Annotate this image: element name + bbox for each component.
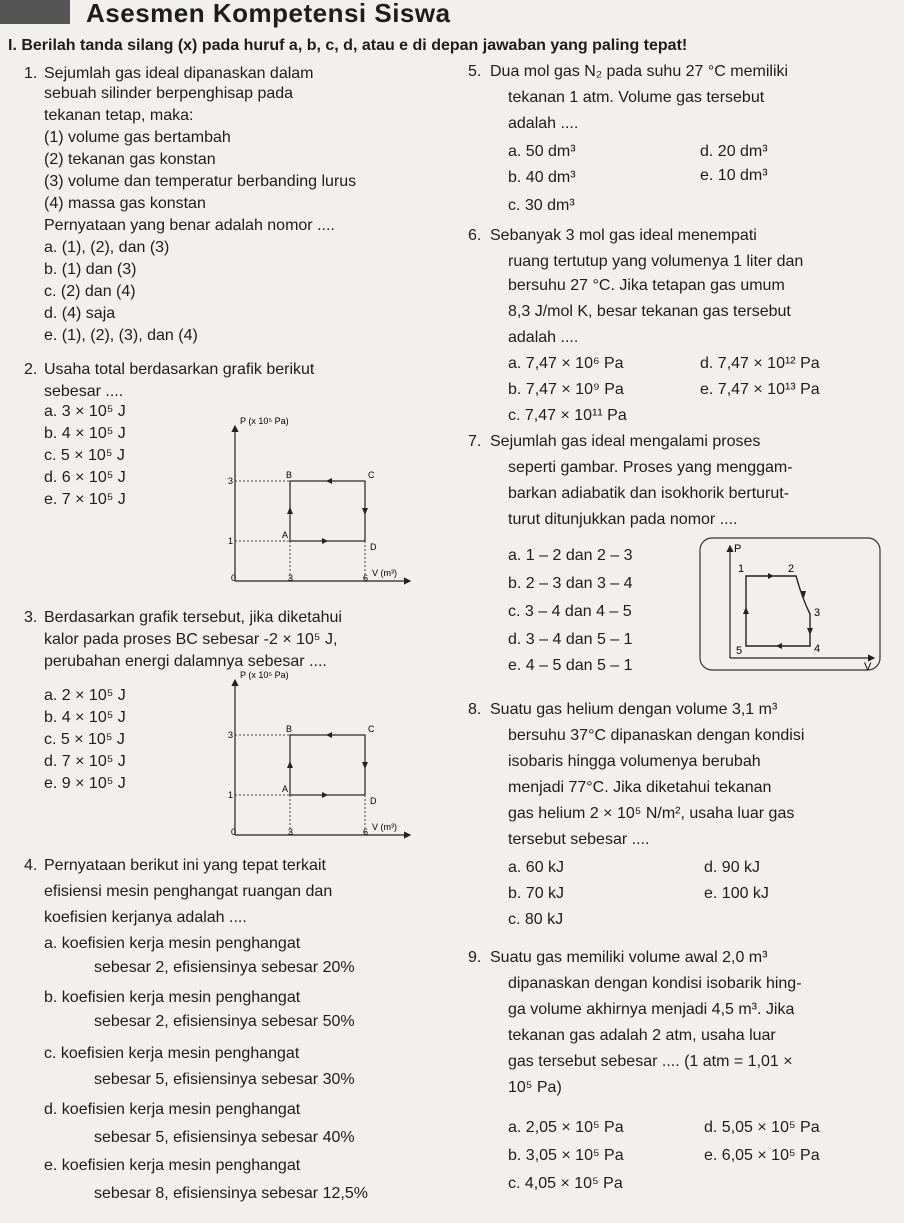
q4-option[interactable]: c. koefisien kerja mesin penghangat <box>44 1045 300 1062</box>
q6-line: bersuhu 27 °C. Jika tetapan gas umum <box>508 277 785 294</box>
q1-option[interactable]: e. (1), (2), (3), dan (4) <box>44 327 198 344</box>
q7-number: 7. <box>468 433 482 450</box>
q3-number: 3. <box>24 609 38 626</box>
q3-line: Berdasarkan grafik tersebut, jika diketahui <box>44 609 342 626</box>
q5-option[interactable]: a. 50 dm³ <box>508 143 576 160</box>
q1-option[interactable]: d. (4) saja <box>44 305 116 322</box>
header <box>0 0 904 26</box>
q8-option[interactable]: e. 100 kJ <box>704 885 769 902</box>
x-tick: 0 <box>231 827 237 837</box>
q4-option-cont: sebesar 5, efisiensinya sebesar 40% <box>94 1129 355 1146</box>
x-tick: 3 <box>288 573 294 583</box>
q2-option[interactable]: c. 5 × 10⁵ J <box>44 447 125 464</box>
point-label: A <box>282 530 289 540</box>
q9-line: 10⁵ Pa) <box>508 1079 562 1096</box>
point-label: D <box>370 542 377 552</box>
q9-number: 9. <box>468 949 482 966</box>
q7-line: barkan adiabatik dan isokhorik berturut- <box>508 485 790 502</box>
y-axis-label: P (x 10⁵ Pa) <box>240 670 289 680</box>
q1-option[interactable]: b. (1) dan (3) <box>44 261 137 278</box>
q8-line: menjadi 77°C. Jika diketahui tekanan <box>508 779 772 796</box>
q1-option[interactable]: c. (2) dan (4) <box>44 283 136 300</box>
q2-option[interactable]: e. 7 × 10⁵ J <box>44 491 126 508</box>
y-tick: 1 <box>228 536 234 546</box>
q2-number: 2. <box>24 361 38 378</box>
q7-option[interactable]: e. 4 – 5 dan 5 – 1 <box>508 657 633 674</box>
q5-option[interactable]: e. 10 dm³ <box>700 167 768 184</box>
point-label: B <box>286 470 293 480</box>
q5-option[interactable]: b. 40 dm³ <box>508 169 576 186</box>
q9-option[interactable]: e. 6,05 × 10⁵ Pa <box>704 1147 820 1164</box>
q1-line: tekanan tetap, maka: <box>44 107 194 124</box>
q4-option-cont: sebesar 2, efisiensinya sebesar 20% <box>94 959 355 976</box>
point-label: A <box>282 784 289 794</box>
point-label: 5 <box>736 645 743 657</box>
q4-option[interactable]: e. koefisien kerja mesin penghangat <box>44 1157 301 1174</box>
q7-line: seperti gambar. Proses yang menggam- <box>508 459 793 476</box>
q3-option[interactable]: d. 7 × 10⁵ J <box>44 753 126 770</box>
q6-line: 8,3 J/mol K, besar tekanan gas tersebut <box>508 303 791 320</box>
q2-option[interactable]: d. 6 × 10⁵ J <box>44 469 126 486</box>
x-axis-label: V (m³) <box>372 568 397 578</box>
q5-option[interactable]: c. 30 dm³ <box>508 197 575 214</box>
q7-option[interactable]: c. 3 – 4 dan 4 – 5 <box>508 603 632 620</box>
q2-option[interactable]: a. 3 × 10⁵ J <box>44 403 126 420</box>
cycle-path <box>290 481 365 541</box>
q6-line: Sebanyak 3 mol gas ideal menempati <box>490 227 757 244</box>
q1-line: Sejumlah gas ideal dipanaskan dalam <box>44 65 314 82</box>
q6-line: ruang tertutup yang volumenya 1 liter dan <box>508 253 804 270</box>
q2-option[interactable]: b. 4 × 10⁵ J <box>44 425 126 442</box>
q8-option[interactable]: a. 60 kJ <box>508 859 565 876</box>
q3-option[interactable]: e. 9 × 10⁵ J <box>44 775 126 792</box>
point-label: 2 <box>788 563 795 575</box>
q4-option[interactable]: d. koefisien kerja mesin penghangat <box>44 1101 301 1118</box>
page-title: Asesmen Kompetensi Siswa <box>86 0 451 28</box>
q1-line: (4) massa gas konstan <box>44 195 206 212</box>
q4-option[interactable]: b. koefisien kerja mesin penghangat <box>44 989 301 1006</box>
q8-line: Suatu gas helium dengan volume 3,1 m³ <box>490 701 778 718</box>
point-label: 4 <box>814 643 821 655</box>
point-label: 3 <box>814 607 821 619</box>
q4-option-cont: sebesar 5, efisiensinya sebesar 30% <box>94 1071 355 1088</box>
q7-pv-graph <box>698 536 882 677</box>
q8-line: bersuhu 37°C dipanaskan dengan kondisi <box>508 727 805 744</box>
y-tick: 3 <box>228 730 234 740</box>
q7-option[interactable]: b. 2 – 3 dan 3 – 4 <box>508 575 633 592</box>
x-tick: 6 <box>363 573 369 583</box>
q5-option[interactable]: d. 20 dm³ <box>700 143 768 160</box>
graph-frame <box>700 538 880 670</box>
q6-number: 6. <box>468 227 482 244</box>
instruction: I. Berilah tanda silang (x) pada huruf a, b, c, d, atau e di depan jawaban yang paling tepat! <box>8 37 688 54</box>
q2-line: Usaha total berdasarkan grafik berikut <box>44 361 315 378</box>
q1-line: (1) volume gas bertambah <box>44 129 231 146</box>
x-axis-label: V <box>864 661 872 672</box>
q4-line: Pernyataan berikut ini yang tepat terkait <box>44 857 326 874</box>
q6-option[interactable]: c. 7,47 × 10¹¹ Pa <box>508 407 627 424</box>
q9-line: tekanan gas adalah 2 atm, usaha luar <box>508 1027 776 1044</box>
q2-pv-graph <box>220 416 420 591</box>
q3-option[interactable]: c. 5 × 10⁵ J <box>44 731 125 748</box>
point-label: C <box>368 724 375 734</box>
q7-line: Sejumlah gas ideal mengalami proses <box>490 433 761 450</box>
q4-option-cont: sebesar 8, efisiensinya sebesar 12,5% <box>94 1185 368 1202</box>
q6-option[interactable]: d. 7,47 × 10¹² Pa <box>700 355 820 372</box>
q2-line: sebesar .... <box>44 383 124 400</box>
q1-line: sebuah silinder berpenghisap pada <box>44 85 294 102</box>
q8-line: isobaris hingga volumenya berubah <box>508 753 761 770</box>
x-tick: 0 <box>231 573 237 583</box>
q5-line: Dua mol gas N₂ pada suhu 27 °C memiliki <box>490 63 789 80</box>
q8-option[interactable]: b. 70 kJ <box>508 885 565 902</box>
q5-number: 5. <box>468 63 482 80</box>
y-axis-label: P <box>734 543 742 555</box>
q7-line: turut ditunjukkan pada nomor .... <box>508 511 738 528</box>
q1-option[interactable]: a. (1), (2), dan (3) <box>44 239 170 256</box>
q3-option[interactable]: a. 2 × 10⁵ J <box>44 687 126 704</box>
q4-line: efisiensi mesin penghangat ruangan dan <box>44 883 333 900</box>
y-axis-label: P (x 10⁵ Pa) <box>240 416 289 426</box>
q9-line: dipanaskan dengan kondisi isobarik hing- <box>508 975 802 992</box>
q9-line: gas tersebut sebesar .... (1 atm = 1,01 × <box>508 1053 793 1070</box>
cycle-path <box>746 576 810 646</box>
q4-option-cont: sebesar 2, efisiensinya sebesar 50% <box>94 1013 355 1030</box>
q8-number: 8. <box>468 701 482 718</box>
header-band <box>0 0 70 24</box>
point-label: C <box>368 470 375 480</box>
q9-option[interactable]: c. 4,05 × 10⁵ Pa <box>508 1175 623 1192</box>
q7-option[interactable]: a. 1 – 2 dan 2 – 3 <box>508 547 633 564</box>
q3-pv-graph <box>220 670 420 845</box>
q8-option[interactable]: d. 90 kJ <box>704 859 761 876</box>
x-axis-label: V (m³) <box>372 822 397 832</box>
q3-line: perubahan energi dalamnya sebesar .... <box>44 653 327 670</box>
q9-line: ga volume akhirnya menjadi 4,5 m³. Jika <box>508 1001 795 1018</box>
x-tick: 3 <box>288 827 294 837</box>
q9-option[interactable]: a. 2,05 × 10⁵ Pa <box>508 1119 624 1136</box>
q6-option[interactable]: e. 7,47 × 10¹³ Pa <box>700 381 820 398</box>
q9-option[interactable]: b. 3,05 × 10⁵ Pa <box>508 1147 624 1164</box>
q1-line: (2) tekanan gas konstan <box>44 151 216 168</box>
q4-number: 4. <box>24 857 38 874</box>
point-label: B <box>286 724 293 734</box>
y-tick: 3 <box>228 476 234 486</box>
q4-line: koefisien kerjanya adalah .... <box>44 909 247 926</box>
q4-option[interactable]: a. koefisien kerja mesin penghangat <box>44 935 301 952</box>
q3-option[interactable]: b. 4 × 10⁵ J <box>44 709 126 726</box>
q8-option[interactable]: c. 80 kJ <box>508 911 564 928</box>
point-label: D <box>370 796 377 806</box>
x-tick: 6 <box>363 827 369 837</box>
q8-line: tersebut sebesar .... <box>508 831 650 848</box>
q6-option[interactable]: b. 7,47 × 10⁹ Pa <box>508 381 624 398</box>
y-tick: 1 <box>228 790 234 800</box>
q9-line: Suatu gas memiliki volume awal 2,0 m³ <box>490 949 768 966</box>
point-label: 1 <box>738 563 745 575</box>
q1-line: Pernyataan yang benar adalah nomor .... <box>44 217 335 234</box>
q9-option[interactable]: d. 5,05 × 10⁵ Pa <box>704 1119 820 1136</box>
q3-line: kalor pada proses BC sebesar -2 × 10⁵ J, <box>44 631 338 648</box>
q6-line: adalah .... <box>508 329 579 346</box>
q8-line: gas helium 2 × 10⁵ N/m², usaha luar gas <box>508 805 795 822</box>
q1-number: 1. <box>24 65 38 82</box>
q5-line: tekanan 1 atm. Volume gas tersebut <box>508 89 765 106</box>
q1-line: (3) volume dan temperatur berbanding lurus <box>44 173 357 190</box>
cycle-path <box>290 735 365 795</box>
q6-option[interactable]: a. 7,47 × 10⁶ Pa <box>508 355 624 372</box>
q5-line: adalah .... <box>508 115 579 132</box>
q7-option[interactable]: d. 3 – 4 dan 5 – 1 <box>508 631 633 648</box>
